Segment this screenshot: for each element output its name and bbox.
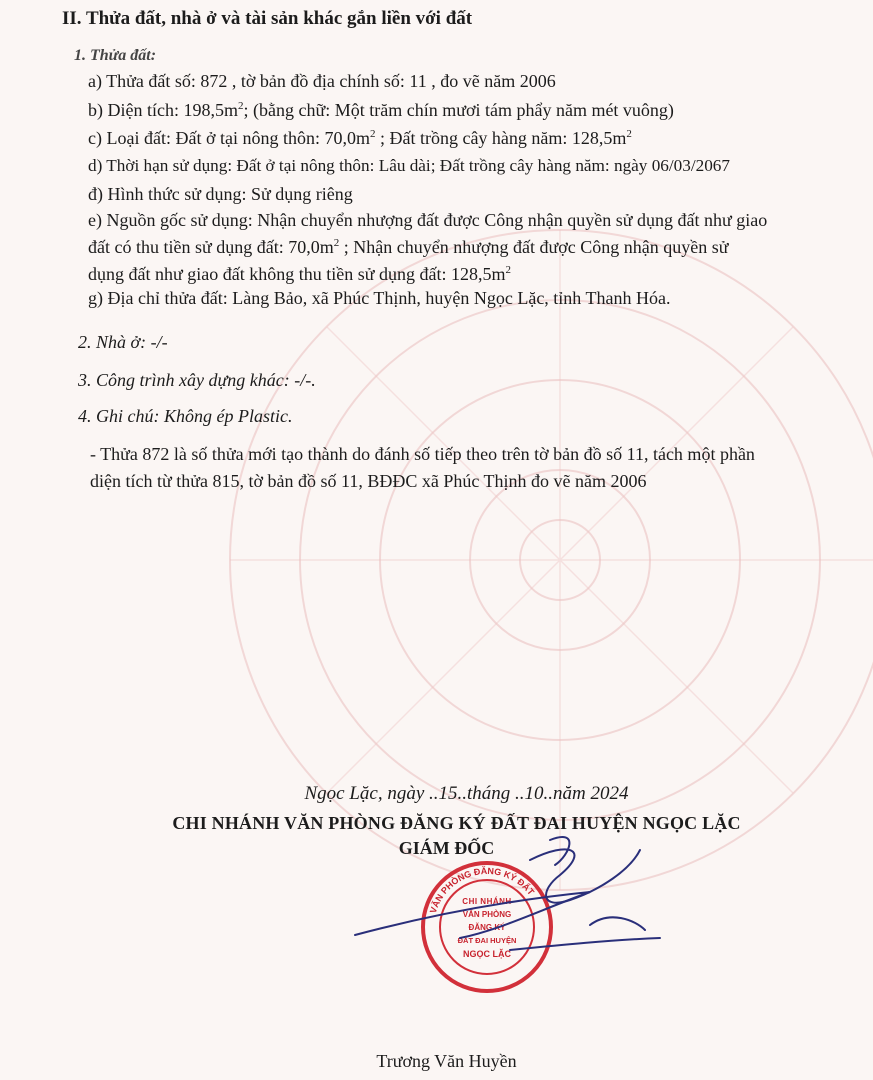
land-type-line: c) Loại đất: Đất ở tại nông thôn: $70,0m^2$ ; Đất trồng cây hàng năm: $128,5m^2$ (88, 128, 632, 148)
house-item: 2. Nhà ở: -/- (78, 332, 168, 352)
origin-line-2: đất có thu tiền sử dụng đất: $70,0m^2$ ; Nhận chuyển nhượng đất được Công nhận quyền sử (88, 237, 729, 257)
note-line-2: diện tích từ thửa 815, tờ bản đồ số 11, BĐĐC xã Phúc Thịnh đo vẽ năm 2006 (90, 471, 647, 491)
svg-text:ĐĂNG KÝ: ĐĂNG KÝ (468, 923, 506, 932)
usage-form-line: đ) Hình thức sử dụng: Sử dụng riêng (88, 184, 353, 204)
svg-text:VĂN PHÒNG ĐĂNG KÝ ĐẤT: VĂN PHÒNG ĐĂNG KÝ ĐẤT (427, 865, 537, 915)
origin-line-3: dụng đất như giao đất không thu tiền sử dụng đất: $128,5m^2$ (88, 264, 511, 284)
origin-line-1: e) Nguồn gốc sử dụng: Nhận chuyển nhượng đất được Công nhận quyền sử dụng đất như giao (88, 210, 768, 230)
notes-title: 4. Ghi chú: Không ép Plastic. (78, 406, 293, 426)
note-line-1: - Thửa 872 là số thửa mới tạo thành do đánh số tiếp theo trên tờ bản đồ số 11, tách một phần (90, 444, 755, 464)
section-title: II. Thửa đất, nhà ở và tài sản khác gắn liền với đất (62, 8, 473, 29)
other-works-item: 3. Công trình xây dựng khác: -/-. (78, 370, 316, 390)
land-parcel-subheading: 1. Thửa đất: (74, 47, 157, 64)
svg-text:VĂN PHÒNG: VĂN PHÒNG (462, 910, 512, 919)
usage-term-line: d) Thời hạn sử dụng: Đất ở tại nông thôn: Lâu dài; Đất trồng cây hàng năm: ngày 06/03/2067 (88, 156, 730, 175)
parcel-number-line: a) Thửa đất số: 872 , tờ bản đồ địa chính số: 11 , đo vẽ năm 2006 (88, 71, 556, 91)
issuing-agency: CHI NHÁNH VĂN PHÒNG ĐĂNG KÝ ĐẤT ĐAI HUYỆN NGỌC LẶC (172, 813, 741, 833)
svg-text:CHI NHÁNH: CHI NHÁNH (462, 897, 512, 906)
issue-date: Ngọc Lặc, ngày ..15..tháng ..10..năm 2024 (304, 783, 629, 804)
svg-text:ĐẤT ĐAI HUYỆN: ĐẤT ĐAI HUYỆN (457, 936, 517, 945)
signer-name: Trương Văn Huyền (376, 1051, 517, 1071)
address-line: g) Địa chỉ thửa đất: Làng Bảo, xã Phúc Thịnh, huyện Ngọc Lặc, tỉnh Thanh Hóa. (88, 288, 671, 308)
handwritten-signature (340, 830, 670, 980)
area-line: b) Diện tích: $198,5m^2$; (bằng chữ: Một trăm chín mươi tám phẩy năm mét vuông) (88, 100, 674, 120)
svg-text:NGỌC LẶC: NGỌC LẶC (463, 949, 511, 959)
signer-position: GIÁM ĐỐC (398, 838, 495, 858)
